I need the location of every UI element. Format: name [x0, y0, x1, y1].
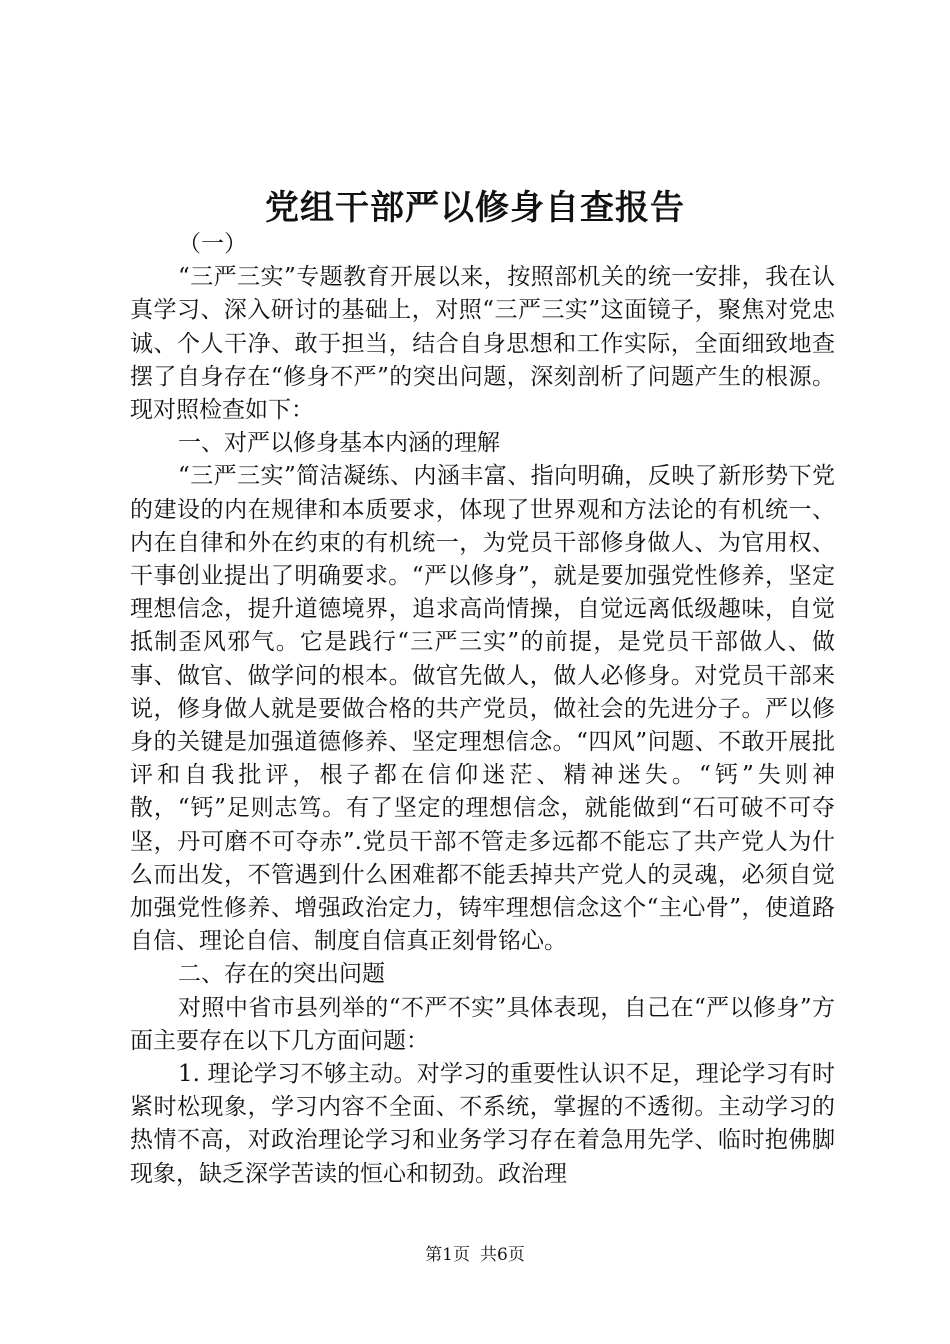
- document-body: [130, 228, 835, 1191]
- understanding-paragraph: “三严三实”简洁凝练、内涵丰富、指向明确，反映了新形势下党的建设的内在规律和本质要求，体现了世界观和方法论的有机统一、内在自律和外在约束的有机统一，为党员干部修身做人、为官用权、干事创业提出了明确要求。“严以修身”，就是要加强党性修养，坚定理想信念，提升道德境界，追求高尚情操，自觉远离低级趣味，自觉抵制歪风邪气。它是践行“三严三实”的前提，是党员干部做人、做事、做官、做学问的根本。做官先做人，做人必修身。对党员干部来说，修身做人就是要做合格的共产党员，做社会的先进分子。严以修身的关键是加强道德修养、坚定理想信念。“四风”问题、不敢开展批评和自我批评，根子都在信仰迷茫、精神迷失。“钙”失则神散，“钙”足则志笃。有了坚定的理想信念，就能做到“石可破不可夺坚，丹可磨不可夺赤”.党员干部不管走多远都不能忘了共产党人为什么而出发，不管遇到什么困难都不能丢掉共产党人的灵魂，必须自觉加强党性修养、增强政治定力，铸牢理想信念这个“主心骨”，使道路自信、理论自信、制度自信真正刻骨铭心。: [130, 463, 835, 955]
- problem-item-1: 1. 理论学习不够主动。对学习的重要性认识不足，理论学习有时紧时松现象，学习内容不全面、不系统，掌握的不透彻。主动学习的热情不高，对政治理论学习和业务学习存在着急用先学、临时抱佛脚现象，缺乏深学苦读的恒心和韧劲。政治理: [130, 1061, 835, 1187]
- page-total: 共6页: [480, 1245, 525, 1265]
- section-heading-2: 二、存在的突出问题: [178, 961, 385, 988]
- intro-paragraph: “三严三实”专题教育开展以来，按照部机关的统一安排，我在认真学习、深入研讨的基础上，对照“三严三实”这面镜子，聚焦对党忠诚、个人干净、敢于担当，结合自身思想和工作实际，全面细致地查摆了自身存在“修身不严”的突出问题，深刻剖析了问题产生的根源。现对照检查如下：: [130, 264, 835, 424]
- section-number: （一）: [178, 231, 247, 257]
- document-title: 党组干部严以修身自查报告: [265, 188, 685, 228]
- page-number: 第1页: [425, 1245, 470, 1265]
- page-footer: [0, 1244, 950, 1266]
- problems-intro-paragraph: 对照中省市县列举的“不严不实”具体表现，自己在“严以修身”方面主要存在以下几方面问题：: [130, 994, 835, 1054]
- section-heading-1: 一、对严以修身基本内涵的理解: [178, 430, 500, 457]
